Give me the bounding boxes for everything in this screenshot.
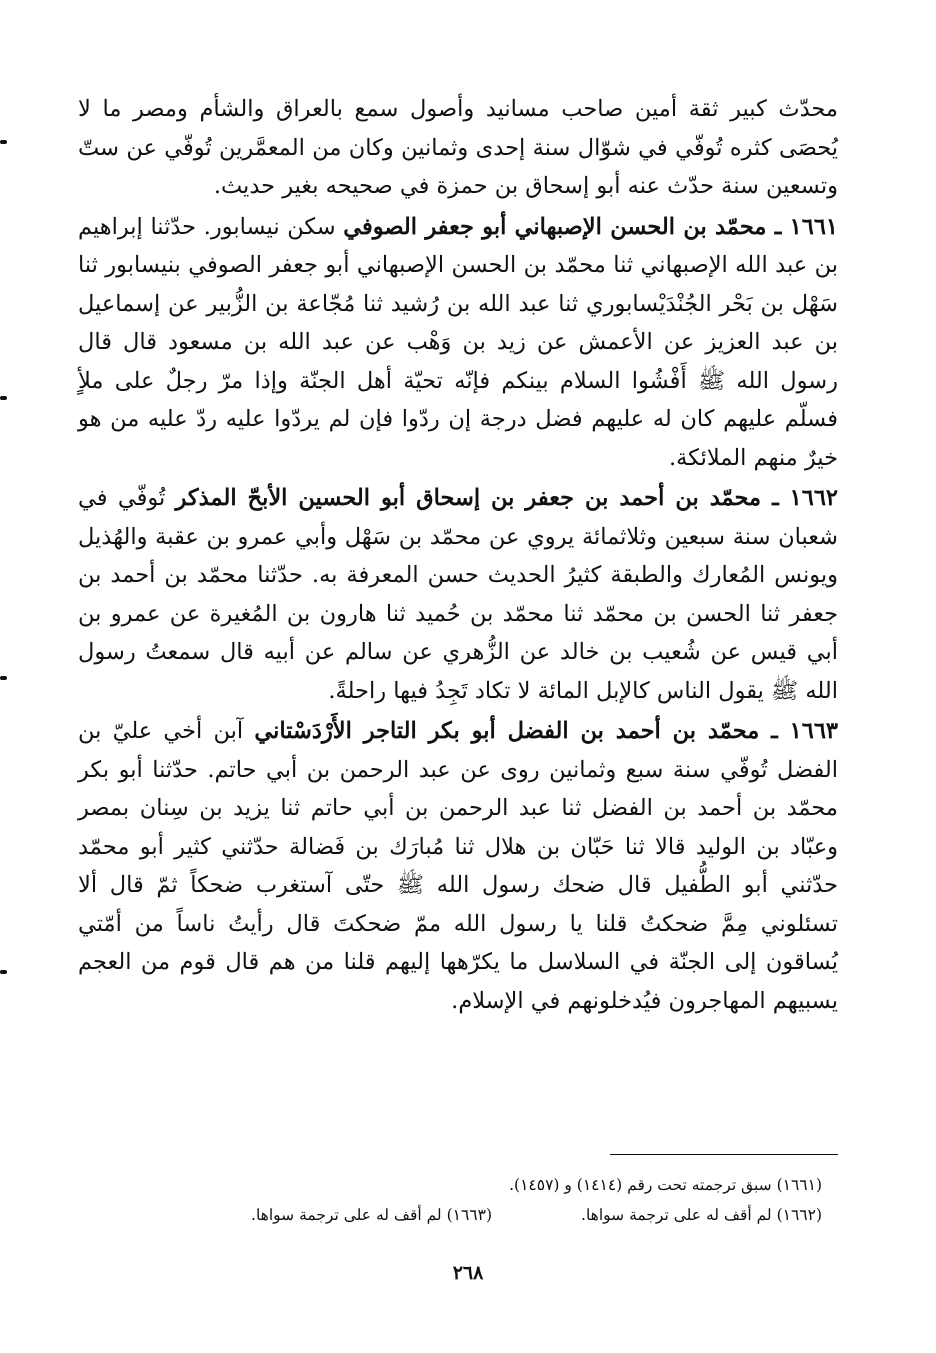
- footnotes: [120, 1170, 822, 1230]
- margin-mark: [0, 970, 7, 974]
- entry-1661: [78, 208, 838, 478]
- footnote-1661: (١٦٦١) سبق ترجمته تحت رقم (١٤١٤) و (١٤٥٧).: [509, 1176, 822, 1194]
- entry-text: تُوفّي في شعبان سنة سبعين وثلاثمائة يروي عن محمّد بن سَهْل وأبي عمرو بن عقبة والهُذيل ويونس المُعارك والطبقة كثيرُ الحديث حسن المعرفة به. حدّثنا محمّد بن أحمد بن جعفر ثنا الحسن بن محمّد ثنا محمّد بن حُميد ثنا هارون بن المُغيرة عن عمرو بن أبي قيس عن شُعيب بن خالد عن الزُّهري عن سالم عن أبيه قال سمعتُ رسول الله ﷺ يقول الناس كالإبل المائة لا تكاد تَجِدُ فيها راحلةً.: [78, 485, 838, 704]
- page-body: [78, 90, 838, 1020]
- entry-heading: ١٦٦٣ ـ محمّد بن أحمد بن الفضل أبو بكر التاجر الأَرْدَسْتاني: [254, 718, 838, 744]
- footnote-1663: (١٦٦٣) لم أقف له على ترجمة سواها.: [251, 1206, 492, 1224]
- footnote-divider: [610, 1154, 838, 1155]
- margin-mark: [0, 140, 7, 144]
- page-number: ٢٦٨: [452, 1262, 484, 1284]
- margin-mark: [0, 396, 7, 400]
- footnote-row: [120, 1200, 822, 1230]
- entry-1662: [78, 479, 838, 710]
- margin-mark: [0, 676, 7, 680]
- entry-text: آبن أخي عليّ بن الفضل تُوفّي سنة سبع وثمانين روى عن عبد الرحمن بن أبي حاتم. حدّثنا أبو بكر محمّد بن أحمد بن الفضل ثنا عبد الرحمن بن أبي حاتم ثنا يزيد بن سِنان بمصر وعبّاد بن الوليد قالا ثنا حَبّان بن هلال ثنا مُبارَك بن فَضالة حدّثني كثير أبو محمّد حدّثني أبو الطُّفيل قال ضحك رسول الله ﷺ حتّى آستغرب ضحكاً ثمّ قال ألا تسئلوني مِمَّ ضحكتُ قلنا يا رسول الله ممّ ضحكتَ قال رأيتُ ناساً من أمّتي يُساقون إلى الجنّة في السلاسل ما يكرّهها إليهم قلنا من هم قال قوم من العجم يسبيهم المهاجرون فيُدخلونهم في الإسلام.: [78, 718, 838, 1014]
- entry-heading: ١٦٦٢ ـ محمّد بن أحمد بن جعفر بن إسحاق أبو الحسين الأبحّ المذكر: [175, 485, 838, 511]
- paragraph-continuation: [78, 90, 838, 206]
- entry-text: سكن نيسابور. حدّثنا إبراهيم بن عبد الله الإصبهاني ثنا محمّد بن الحسن الإصبهاني أبو جعفر الصوفي بنيسابور ثنا سَهْل بن بَحْر الجُنْدَيْسابوري ثنا عبد الله بن رُشيد ثنا مُجّاعة بن الزُّبير عن إسماعيل بن عبد العزيز عن الأعمش عن زيد بن وَهْب عن عبد الله بن مسعود قال قال رسول الله ﷺ أَفْشُوا السلام بينكم فإنّه تحيّة أهل الجنّة وإذا مرّ رجلٌ على ملأٍ فسلّم عليهم كان له عليهم فضل درجة إن ردّوا فإن لم يردّوا عليه ردّ عليه من هو خيرٌ منهم الملائكة.: [78, 213, 838, 471]
- entry-1663: [78, 712, 838, 1020]
- paragraph-text: محدّث كبير ثقة أمين صاحب مسانيد وأصول سمع بالعراق والشأم ومصر ما لا يُحصَى كثره تُوفّي في شوّال سنة إحدى وثمانين وكان من المعمَّرين تُوفّي عن ستّ وتسعين سنة حدّث عنه أبو إسحاق بن حمزة في صحيحه بغير حديث.: [78, 96, 838, 199]
- footnote-1662: (١٦٦٢) لم أقف له على ترجمة سواها.: [581, 1206, 822, 1224]
- entry-heading: ١٦٦١ ـ محمّد بن الحسن الإصبهاني أبو جعفر الصوفي: [343, 213, 838, 240]
